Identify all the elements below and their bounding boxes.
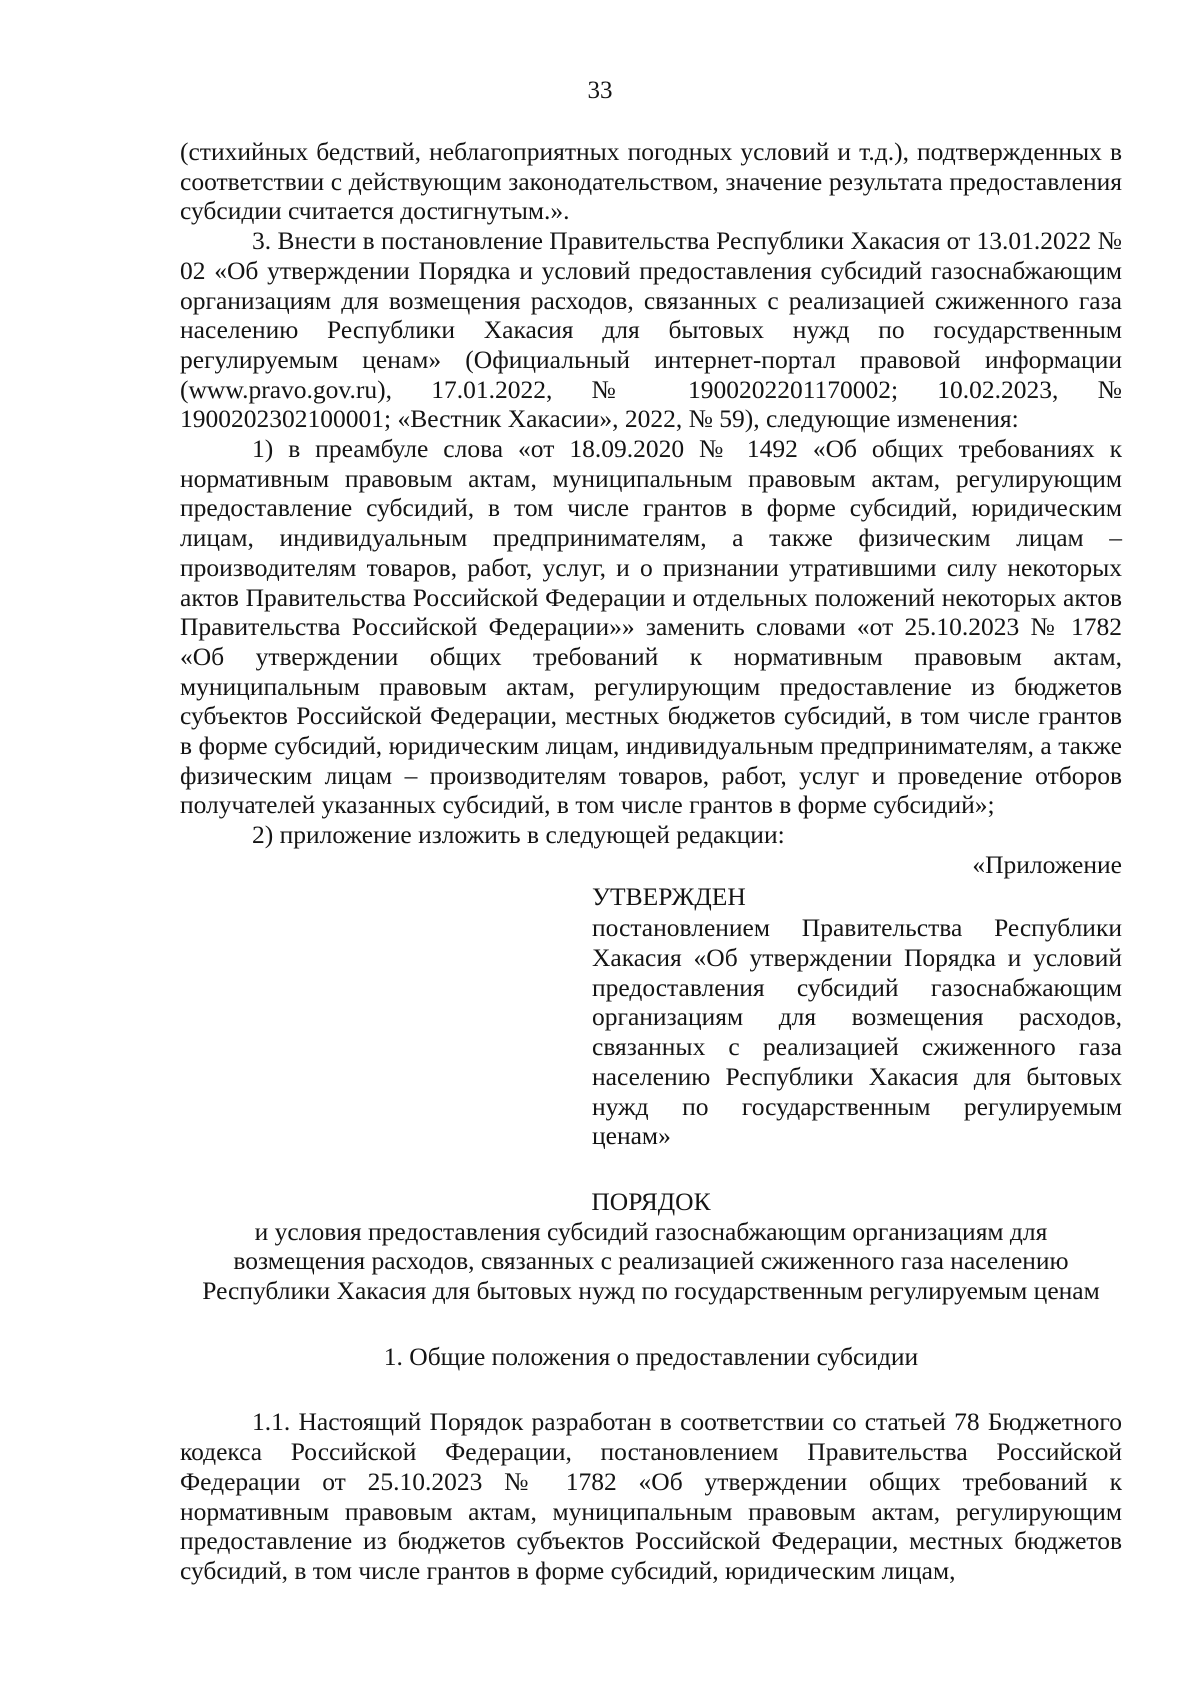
page-number: 33 (587, 77, 613, 104)
approval-title: УТВЕРЖДЕН (592, 881, 746, 911)
section-heading: 1. Общие положения о предоставлении субсидии (383, 1341, 919, 1371)
document-body (180, 137, 1122, 1586)
order-subtitle-line: возмещения расходов, связанных с реализацией сжиженного газа населению (233, 1246, 1069, 1276)
appendix-label: «Приложение (972, 849, 1122, 879)
paragraph-1-1: 1.1. Настоящий Порядок разработан в соответствии со статьей 78 Бюджетного кодекса Российской Федерации, постановлением Правительства Российской Федерации от 25.10.2023 № 1782 «Об утверждении общих требований к нормативным правовым актам, муниципальным правовым актам, регулирующим предоставление из бюджетов субъектов Российской Федерации, местных бюджетов субсидий, в том числе грантов в форме субсидий, юридическим лицам, (180, 1407, 1122, 1585)
paragraph-continuation: (стихийных бедствий, неблагоприятных погодных условий и т.д.), подтвержденных в соответствии с действующим законодательством, значение результата предоставления субсидии считается достигнутым.». (180, 137, 1122, 226)
paragraph-subitem-1: 1) в преамбуле слова «от 18.09.2020 № 1492 «Об общих требованиях к нормативным правовым актам, муниципальным правовым актам, регулирующим предоставление субсидий, в том числе грантов в форме субсидий, юридическим лицам, индивидуальным предпринимателям, а также физическим лицам – производителям товаров, работ, услуг, и о признании утратившими силу некоторых актов Правительства Российской Федерации и отдельных положений некоторых актов Правительства Российской Федерации»» заменить словами «от 25.10.2023 № 1782 «Об утверждении общих требований к нормативным правовым актам, муниципальным правовым актам, регулирующим предоставление из бюджетов субъектов Российской Федерации, местных бюджетов субсидий, в том числе грантов в форме субсидий, юридическим лицам, индивидуальным предпринимателям, а также физическим лицам – производителям товаров, работ, услуг и проведение отборов получателей указанных субсидий, в том числе грантов в форме субсидий»; (180, 434, 1122, 820)
order-title: ПОРЯДОК (591, 1186, 711, 1216)
approval-block (592, 882, 1122, 1151)
paragraph-item-3: 3. Внести в постановление Правительства Республики Хакасия от 13.01.2022 № 02 «Об утверждении Порядка и условий предоставления субсидий газоснабжающим организациям для возмещения расходов, связанных с реализацией сжиженного газа населению Республики Хакасия для бытовых нужд по государственным регулируемым ценам» (Официальный интернет-портал правовой информации (www.pravo.gov.ru), 17.01.2022, № 1900202201170002; 10.02.2023, № 1900202302100001; «Вестник Хакасии», 2022, № 59), следующие изменения: (180, 226, 1122, 434)
order-subtitle-line: Республики Хакасия для бытовых нужд по государственным регулируемым ценам (202, 1276, 1100, 1306)
approval-text: постановлением Правительства Республики Хакасия «Об утверждении Порядка и условий предоставления субсидий газоснабжающим организациям для возмещения расходов, связанных с реализацией сжиженного газа населению Республики Хакасия для бытовых нужд по государственным регулируемым ценам» (592, 913, 1122, 1151)
order-subtitle-line: и условия предоставления субсидий газоснабжающим организациям для (254, 1216, 1048, 1246)
order-subtitle (180, 1217, 1122, 1306)
paragraph-subitem-2: 2) приложение изложить в следующей редакции: (252, 820, 785, 850)
